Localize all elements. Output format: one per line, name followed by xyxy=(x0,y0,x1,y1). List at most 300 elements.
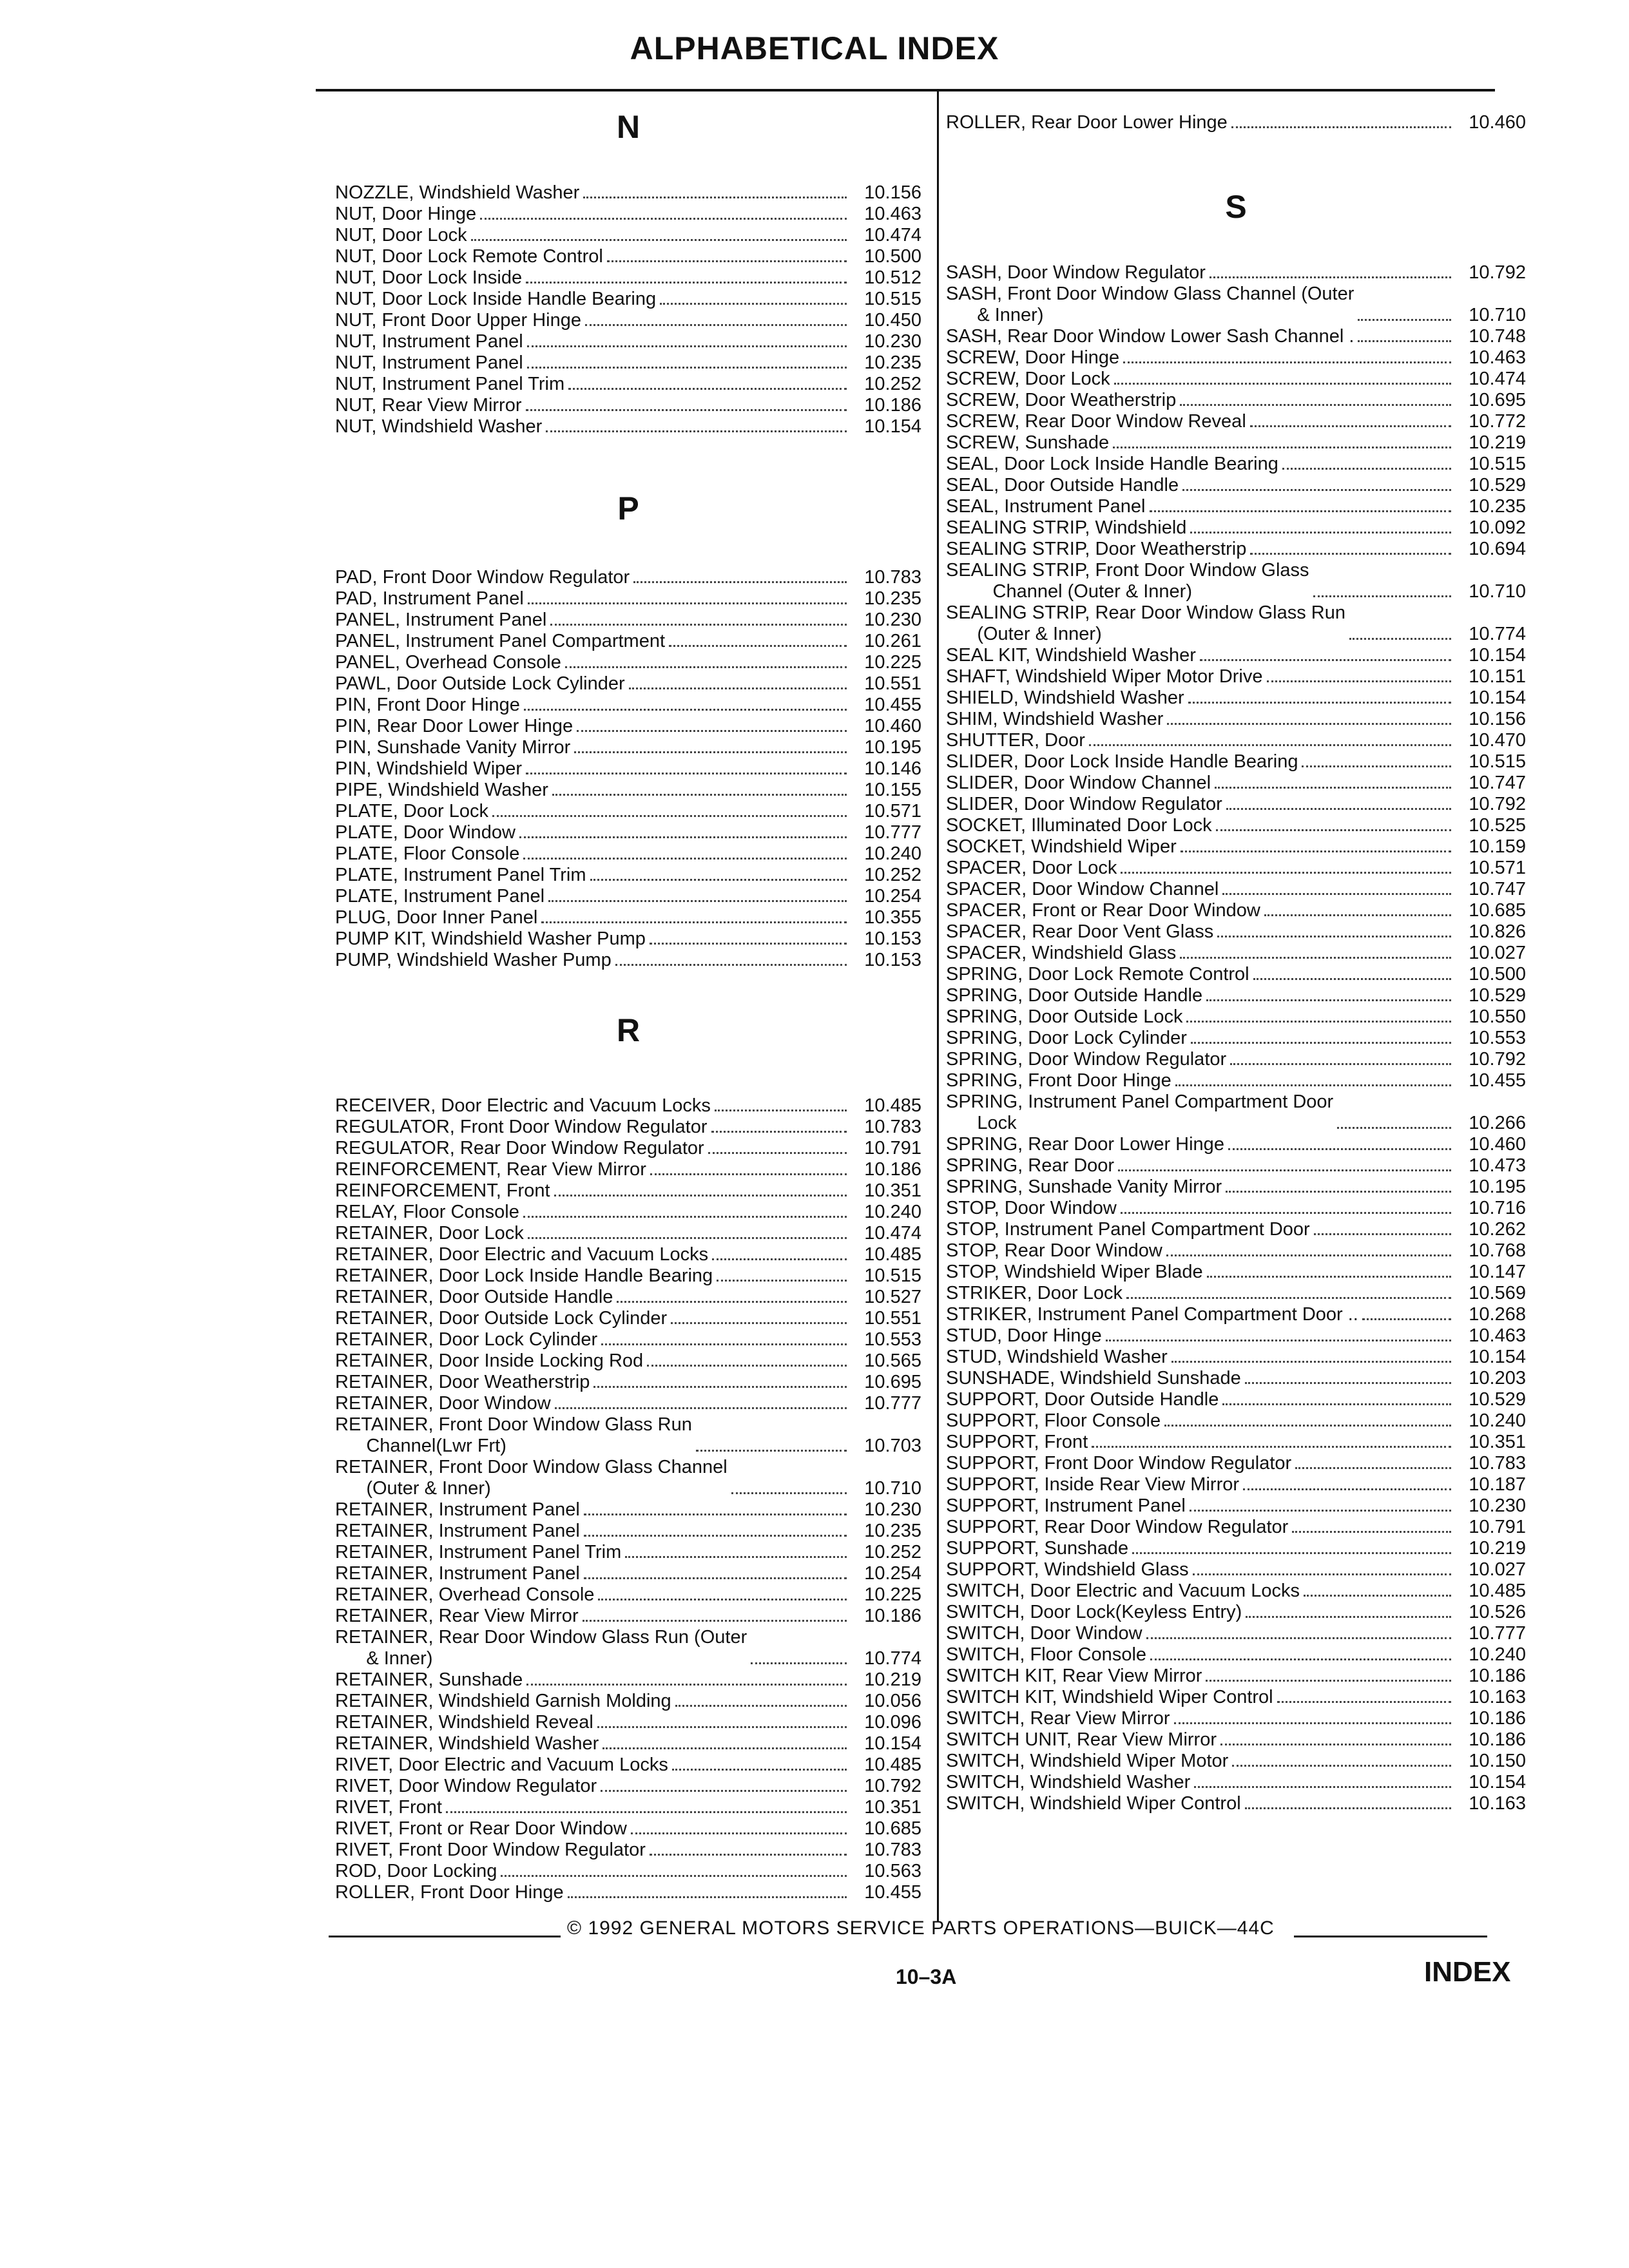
entry-page-ref: 10.163 xyxy=(1469,1793,1526,1814)
entry-name: NUT, Instrument Panel xyxy=(335,331,523,352)
dot-leader xyxy=(1126,1297,1451,1299)
index-entry xyxy=(335,886,921,907)
entry-page-ref: 10.230 xyxy=(864,1499,921,1520)
index-entry xyxy=(335,1776,921,1797)
dot-leader xyxy=(1245,1807,1451,1809)
dot-leader xyxy=(1190,1510,1451,1512)
entry-page-ref: 10.474 xyxy=(864,1223,921,1244)
index-entry xyxy=(946,836,1526,858)
dot-leader xyxy=(1123,361,1451,363)
entry-name: SPRING, Instrument Panel Compartment Door Lock xyxy=(946,1091,1334,1133)
entry-page-ref: 10.515 xyxy=(1469,751,1526,772)
index-entry xyxy=(335,1457,921,1499)
entry-name: STOP, Door Window xyxy=(946,1198,1117,1218)
entry-name: RETAINER, Door Lock Inside Handle Bearing xyxy=(335,1265,713,1286)
dot-leader xyxy=(1253,978,1451,980)
dot-leader xyxy=(1230,1063,1451,1065)
entry-name: STUD, Door Hinge xyxy=(946,1325,1102,1346)
dot-leader xyxy=(528,602,847,604)
entry-name: PIPE, Windshield Washer xyxy=(335,780,548,800)
dot-leader xyxy=(548,900,847,902)
index-entry xyxy=(335,865,921,886)
dot-leader xyxy=(1174,1722,1452,1724)
dot-leader xyxy=(731,1492,847,1494)
dot-leader xyxy=(574,751,847,753)
index-entry xyxy=(335,225,921,246)
dot-leader xyxy=(625,1556,847,1558)
dot-leader xyxy=(1216,829,1451,831)
dot-leader xyxy=(501,1875,847,1877)
index-entry xyxy=(335,289,921,310)
dot-leader xyxy=(519,836,847,838)
entry-name: NUT, Rear View Mirror xyxy=(335,395,522,416)
dot-leader xyxy=(1146,1637,1451,1639)
dot-leader xyxy=(708,1152,847,1154)
entry-page-ref: 10.774 xyxy=(1469,624,1526,644)
entry-page-ref: 10.551 xyxy=(864,673,921,694)
entry-name: SPRING, Door Outside Lock xyxy=(946,1006,1183,1027)
entry-name: SUPPORT, Sunshade xyxy=(946,1538,1129,1559)
entry-name: SWITCH, Door Window xyxy=(946,1623,1142,1644)
index-entry xyxy=(946,858,1526,879)
dot-leader xyxy=(597,1726,847,1728)
entry-page-ref: 10.473 xyxy=(1469,1155,1526,1176)
entry-name: RIVET, Door Electric and Vacuum Locks xyxy=(335,1754,668,1775)
entry-name: SEALING STRIP, Windshield xyxy=(946,517,1187,538)
entry-page-ref: 10.219 xyxy=(864,1669,921,1690)
dot-leader xyxy=(1164,1425,1451,1427)
dot-leader xyxy=(650,1854,847,1856)
entry-page-ref: 10.792 xyxy=(1469,262,1526,283)
dot-leader xyxy=(584,1577,847,1579)
entry-name: RETAINER, Front Door Window Glass Run Channel(Lwr Frt) xyxy=(335,1414,692,1456)
entry-page-ref: 10.156 xyxy=(1469,709,1526,729)
index-entry xyxy=(946,602,1526,645)
dot-leader xyxy=(1092,1446,1451,1448)
entry-page-ref: 10.791 xyxy=(1469,1517,1526,1537)
footer-rule-left xyxy=(329,1936,561,1937)
entry-name: STUD, Windshield Washer xyxy=(946,1347,1168,1367)
index-entry xyxy=(946,1325,1526,1347)
entry-page-ref: 10.768 xyxy=(1469,1240,1526,1261)
dot-leader xyxy=(1313,595,1451,597)
entry-page-ref: 10.460 xyxy=(1469,1134,1526,1155)
index-entry xyxy=(946,1155,1526,1177)
entry-name: SWITCH, Windshield Washer xyxy=(946,1772,1191,1792)
dot-leader xyxy=(1314,1233,1451,1235)
index-entry xyxy=(335,1138,921,1159)
index-entry xyxy=(946,454,1526,475)
dot-leader xyxy=(1362,1318,1451,1320)
index-entry xyxy=(946,751,1526,773)
page-title: ALPHABETICAL INDEX xyxy=(630,30,999,66)
index-entry xyxy=(335,1350,921,1372)
entry-page-ref: 10.515 xyxy=(864,1265,921,1286)
entry-name: NUT, Door Lock Inside xyxy=(335,267,523,288)
entry-name: SCREW, Door Weatherstrip xyxy=(946,390,1177,410)
entry-page-ref: 10.195 xyxy=(1469,1177,1526,1197)
entry-page-ref: 10.240 xyxy=(1469,1410,1526,1431)
entry-page-ref: 10.695 xyxy=(1469,390,1526,410)
index-entry xyxy=(335,695,921,716)
index-entry xyxy=(946,1134,1526,1155)
dot-leader xyxy=(1113,447,1451,448)
entry-page-ref: 10.716 xyxy=(1469,1198,1526,1218)
dot-leader xyxy=(1167,723,1451,725)
index-entry xyxy=(335,1372,921,1393)
entry-name: SUPPORT, Rear Door Window Regulator xyxy=(946,1517,1289,1537)
index-entry xyxy=(946,1708,1526,1729)
entry-page-ref: 10.203 xyxy=(1469,1368,1526,1389)
dot-leader xyxy=(1206,1680,1451,1682)
entry-page-ref: 10.186 xyxy=(1469,1666,1526,1686)
footer-rule-right xyxy=(1294,1936,1487,1937)
index-entry xyxy=(946,1283,1526,1304)
entry-name: SUPPORT, Inside Rear View Mirror xyxy=(946,1474,1240,1495)
entry-name: SPRING, Rear Door xyxy=(946,1155,1115,1176)
index-entry xyxy=(335,1669,921,1691)
dot-leader xyxy=(554,1195,847,1196)
entry-name: PUMP KIT, Windshield Washer Pump xyxy=(335,928,646,949)
entry-name: SUNSHADE, Windshield Sunshade xyxy=(946,1368,1241,1389)
index-entry xyxy=(946,326,1526,347)
entry-page-ref: 10.747 xyxy=(1469,773,1526,793)
entry-name: SUPPORT, Front xyxy=(946,1432,1088,1452)
entry-page-ref: 10.186 xyxy=(864,395,921,416)
index-entry xyxy=(946,1198,1526,1219)
index-entry xyxy=(946,1687,1526,1708)
entry-name: SPACER, Front or Rear Door Window xyxy=(946,900,1260,921)
entry-name: SLIDER, Door Lock Inside Handle Bearing xyxy=(946,751,1298,772)
dot-leader xyxy=(1292,1531,1451,1533)
entry-page-ref: 10.515 xyxy=(1469,454,1526,474)
index-entry xyxy=(335,1287,921,1308)
dot-leader xyxy=(1246,1616,1451,1618)
dot-leader xyxy=(1226,808,1451,810)
index-entry xyxy=(946,1772,1526,1793)
entry-name: SWITCH UNIT, Rear View Mirror xyxy=(946,1729,1217,1750)
dot-leader xyxy=(1132,1552,1451,1554)
entry-name: PIN, Windshield Wiper xyxy=(335,758,523,779)
entry-name: RETAINER, Instrument Panel xyxy=(335,1499,580,1520)
index-entry xyxy=(335,1861,921,1882)
index-entry xyxy=(946,879,1526,900)
index-entry xyxy=(946,815,1526,836)
entry-name: SWITCH, Windshield Wiper Control xyxy=(946,1793,1241,1814)
entry-page-ref: 10.783 xyxy=(864,567,921,588)
entry-page-ref: 10.553 xyxy=(1469,1028,1526,1048)
entry-name: RETAINER, Windshield Garnish Molding xyxy=(335,1691,671,1711)
entry-name: SWITCH, Door Lock(Keyless Entry) xyxy=(946,1602,1242,1622)
entry-page-ref: 10.351 xyxy=(864,1180,921,1201)
entry-page-ref: 10.240 xyxy=(864,843,921,864)
entry-page-ref: 10.463 xyxy=(1469,1325,1526,1346)
entry-page-ref: 10.455 xyxy=(1469,1070,1526,1091)
entry-page-ref: 10.252 xyxy=(864,1542,921,1562)
entry-name: RETAINER, Rear Door Window Glass Run (Outer & Inner) xyxy=(335,1627,747,1669)
entry-name: STOP, Rear Door Window xyxy=(946,1240,1162,1261)
index-entry xyxy=(335,780,921,801)
entry-page-ref: 10.783 xyxy=(864,1840,921,1860)
dot-leader xyxy=(650,1173,847,1175)
dot-leader xyxy=(577,730,847,732)
dot-leader xyxy=(568,388,847,390)
dot-leader xyxy=(1121,1212,1451,1214)
entry-page-ref: 10.155 xyxy=(864,780,921,800)
entry-page-ref: 10.163 xyxy=(1469,1687,1526,1707)
entry-name: SWITCH KIT, Rear View Mirror xyxy=(946,1666,1202,1686)
index-entry xyxy=(946,985,1526,1006)
entry-page-ref: 10.695 xyxy=(864,1372,921,1392)
entry-page-ref: 10.230 xyxy=(864,331,921,352)
index-entry xyxy=(335,758,921,780)
dot-leader xyxy=(1180,404,1451,406)
dot-leader xyxy=(672,1769,847,1771)
dot-leader xyxy=(1277,1701,1451,1703)
dot-leader xyxy=(615,964,847,966)
entry-page-ref: 10.703 xyxy=(864,1436,921,1456)
index-entry xyxy=(335,1882,921,1903)
dot-leader xyxy=(1215,787,1451,789)
dot-leader xyxy=(601,1343,847,1345)
index-entry xyxy=(335,331,921,352)
index-entry xyxy=(946,730,1526,751)
section-letter-r: R xyxy=(616,1012,641,1048)
entry-page-ref: 10.563 xyxy=(864,1861,921,1881)
entry-page-ref: 10.151 xyxy=(1469,666,1526,687)
dot-leader xyxy=(1217,936,1451,937)
entry-page-ref: 10.186 xyxy=(864,1606,921,1626)
index-entry xyxy=(946,560,1526,602)
section-label: INDEX xyxy=(1424,1956,1511,1988)
entry-page-ref: 10.791 xyxy=(864,1138,921,1158)
entry-page-ref: 10.747 xyxy=(1469,879,1526,899)
dot-leader xyxy=(1232,1765,1451,1767)
dot-leader xyxy=(602,1747,847,1749)
entry-page-ref: 10.159 xyxy=(1469,836,1526,857)
dot-leader xyxy=(585,324,847,326)
entry-page-ref: 10.225 xyxy=(864,652,921,673)
dot-leader xyxy=(1106,1340,1451,1341)
index-entry xyxy=(335,246,921,267)
dot-leader xyxy=(523,858,847,860)
entry-name: RETAINER, Instrument Panel xyxy=(335,1563,580,1584)
index-entry xyxy=(335,267,921,289)
entry-page-ref: 10.261 xyxy=(864,631,921,651)
dot-leader xyxy=(711,1131,847,1133)
index-entry xyxy=(335,1223,921,1244)
dot-leader xyxy=(660,303,847,305)
dot-leader xyxy=(446,1811,847,1813)
dot-leader xyxy=(524,709,847,711)
entry-name: SUPPORT, Door Outside Handle xyxy=(946,1389,1219,1410)
entry-name: SEAL, Instrument Panel xyxy=(946,496,1146,517)
index-entry xyxy=(335,182,921,204)
dot-leader xyxy=(675,1705,847,1707)
dot-leader xyxy=(1358,319,1451,321)
entry-name: SUPPORT, Front Door Window Regulator xyxy=(946,1453,1292,1474)
index-list-r xyxy=(335,1095,921,1903)
entry-name: STOP, Instrument Panel Compartment Door xyxy=(946,1219,1310,1240)
entry-page-ref: 10.154 xyxy=(1469,687,1526,708)
entry-name: PLATE, Floor Console xyxy=(335,843,520,864)
entry-name: SWITCH KIT, Windshield Wiper Control xyxy=(946,1687,1273,1707)
entry-page-ref: 10.685 xyxy=(1469,900,1526,921)
entry-name: NUT, Front Door Upper Hinge xyxy=(335,310,581,331)
index-entry xyxy=(335,1542,921,1563)
index-entry xyxy=(335,310,921,331)
entry-name: NUT, Door Hinge xyxy=(335,204,477,224)
entry-page-ref: 10.792 xyxy=(864,1776,921,1796)
index-entry xyxy=(335,1499,921,1521)
index-entry xyxy=(946,432,1526,454)
index-list-r-continued xyxy=(946,112,1526,133)
entry-page-ref: 10.527 xyxy=(864,1287,921,1307)
entry-page-ref: 10.150 xyxy=(1469,1751,1526,1771)
dot-leader xyxy=(1222,1403,1451,1405)
dot-leader xyxy=(715,1110,847,1111)
entry-page-ref: 10.240 xyxy=(1469,1644,1526,1665)
entry-name: PLATE, Door Lock xyxy=(335,801,489,822)
index-entry xyxy=(946,1262,1526,1283)
index-entry xyxy=(335,567,921,588)
entry-page-ref: 10.240 xyxy=(864,1202,921,1222)
dot-leader xyxy=(1222,893,1451,895)
dot-leader xyxy=(583,1620,847,1622)
index-entry xyxy=(946,1517,1526,1538)
index-entry xyxy=(946,1538,1526,1559)
entry-page-ref: 10.355 xyxy=(864,907,921,928)
index-entry xyxy=(946,900,1526,921)
index-entry xyxy=(946,1368,1526,1389)
dot-leader xyxy=(526,282,847,284)
entry-page-ref: 10.266 xyxy=(1469,1113,1526,1133)
entry-page-ref: 10.154 xyxy=(864,416,921,437)
index-entry xyxy=(946,1495,1526,1517)
entry-page-ref: 10.710 xyxy=(864,1478,921,1499)
index-entry xyxy=(335,716,921,737)
index-entry xyxy=(335,1584,921,1606)
entry-page-ref: 10.252 xyxy=(864,374,921,394)
entry-name: SEALING STRIP, Rear Door Window Glass Run (Outer & Inner) xyxy=(946,602,1345,644)
entry-name: PANEL, Instrument Panel xyxy=(335,610,547,630)
entry-page-ref: 10.777 xyxy=(864,1393,921,1414)
dot-leader xyxy=(633,581,847,583)
dot-leader xyxy=(1150,510,1452,512)
entry-name: RIVET, Front Door Window Regulator xyxy=(335,1840,646,1860)
entry-name: RETAINER, Door Inside Locking Rod xyxy=(335,1350,644,1371)
index-entry xyxy=(946,794,1526,815)
entry-name: ROLLER, Rear Door Lower Hinge xyxy=(946,112,1228,133)
index-entry xyxy=(946,1240,1526,1262)
index-entry xyxy=(946,390,1526,411)
dot-leader xyxy=(480,218,847,220)
index-entry xyxy=(946,517,1526,539)
entry-name: SEAL KIT, Windshield Washer xyxy=(946,645,1196,666)
dot-leader xyxy=(471,239,847,241)
dot-leader xyxy=(1175,1084,1451,1086)
entry-page-ref: 10.792 xyxy=(1469,1049,1526,1070)
entry-page-ref: 10.153 xyxy=(864,928,921,949)
dot-leader xyxy=(1089,744,1451,746)
entry-name: PANEL, Overhead Console xyxy=(335,652,561,673)
index-entry xyxy=(946,369,1526,390)
entry-name: PAD, Instrument Panel xyxy=(335,588,524,609)
section-letter-s: S xyxy=(1225,189,1247,225)
entry-page-ref: 10.485 xyxy=(864,1095,921,1116)
entry-page-ref: 10.569 xyxy=(1469,1283,1526,1303)
entry-name: SPACER, Rear Door Vent Glass xyxy=(946,921,1214,942)
dot-leader xyxy=(528,1237,847,1239)
dot-leader xyxy=(1245,1382,1451,1384)
index-entry xyxy=(946,112,1526,133)
index-entry xyxy=(335,1244,921,1265)
dot-leader xyxy=(1358,340,1451,342)
dot-leader xyxy=(568,1896,847,1898)
section-letter-p: P xyxy=(617,490,639,526)
index-entry xyxy=(335,1202,921,1223)
entry-name: SHUTTER, Door xyxy=(946,730,1085,751)
entry-name: SEALING STRIP, Front Door Window Glass Channel (Outer & Inner) xyxy=(946,560,1309,602)
entry-name: REINFORCEMENT, Front xyxy=(335,1180,550,1201)
index-entry xyxy=(946,666,1526,687)
dot-leader xyxy=(1150,1658,1451,1660)
entry-page-ref: 10.147 xyxy=(1469,1262,1526,1282)
index-entry xyxy=(335,1329,921,1350)
index-entry xyxy=(946,1410,1526,1432)
dot-leader xyxy=(1250,425,1451,427)
entry-page-ref: 10.219 xyxy=(1469,432,1526,453)
index-entry xyxy=(946,1091,1526,1134)
index-entry xyxy=(946,1347,1526,1368)
entry-name: SPRING, Door Lock Cylinder xyxy=(946,1028,1187,1048)
entry-name: PANEL, Instrument Panel Compartment xyxy=(335,631,666,651)
index-entry xyxy=(946,1070,1526,1091)
entry-page-ref: 10.748 xyxy=(1469,326,1526,347)
column-divider xyxy=(937,91,939,1921)
entry-page-ref: 10.056 xyxy=(864,1691,921,1711)
entry-name: SUPPORT, Instrument Panel xyxy=(946,1495,1186,1516)
dot-leader xyxy=(601,1790,847,1792)
entry-page-ref: 10.027 xyxy=(1469,943,1526,963)
entry-page-ref: 10.268 xyxy=(1469,1304,1526,1325)
entry-name: SPACER, Door Lock xyxy=(946,858,1117,878)
dot-leader xyxy=(1193,1573,1451,1575)
entry-name: SASH, Door Window Regulator xyxy=(946,262,1206,283)
entry-page-ref: 10.774 xyxy=(864,1648,921,1669)
index-entry xyxy=(946,964,1526,985)
dot-leader xyxy=(1250,553,1451,555)
index-entry xyxy=(946,1177,1526,1198)
entry-name: SLIDER, Door Window Channel xyxy=(946,773,1211,793)
entry-page-ref: 10.474 xyxy=(864,225,921,245)
dot-leader xyxy=(1228,1148,1451,1150)
index-entry xyxy=(335,1095,921,1117)
entry-name: RETAINER, Instrument Panel xyxy=(335,1521,580,1541)
dot-leader xyxy=(647,1365,847,1367)
index-entry xyxy=(946,1729,1526,1751)
entry-name: PLATE, Door Window xyxy=(335,822,516,843)
entry-name: SUPPORT, Windshield Glass xyxy=(946,1559,1189,1580)
entry-page-ref: 10.235 xyxy=(1469,496,1526,517)
dot-leader xyxy=(526,773,847,774)
index-entry xyxy=(335,1797,921,1818)
entry-name: REGULATOR, Front Door Window Regulator xyxy=(335,1117,708,1137)
index-entry xyxy=(946,411,1526,432)
entry-name: SHIM, Windshield Washer xyxy=(946,709,1164,729)
dot-leader xyxy=(584,1514,847,1515)
dot-leader xyxy=(523,1216,847,1218)
